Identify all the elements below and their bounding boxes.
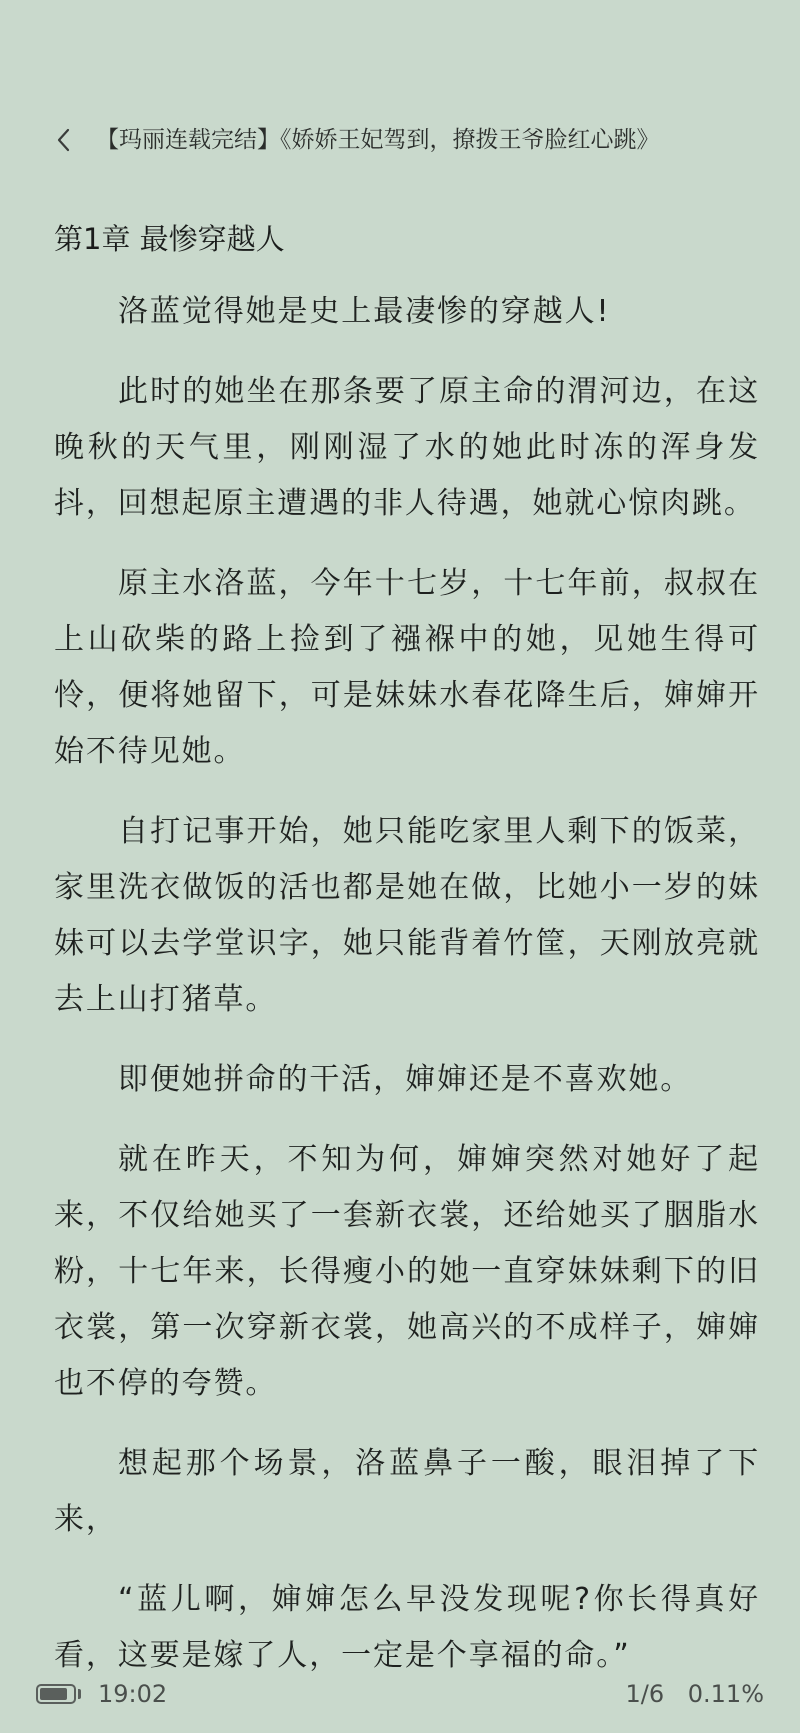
- reader-status-bar: [0, 1666, 800, 1722]
- paragraph: 洛蓝觉得她是史上最凄惨的穿越人!: [118, 294, 611, 329]
- reader-header: [0, 112, 800, 168]
- chapter-title: 第1章 最惨穿越人: [54, 222, 285, 256]
- paragraph: 原主水洛蓝，今年十七岁，十七年前，叔叔在上山砍柴的路上捡到了襁褓中的她，见她生得可怜，便将她留下，可是妹妹水春花降生后，婶婶开始不待见她。: [54, 566, 760, 769]
- book-title: 【玛丽连载完结】《娇娇王妃驾到，撩拨王爷脸红心跳》: [96, 127, 660, 153]
- paragraph: 想起那个场景，洛蓝鼻子一酸，眼泪掉了下来，: [54, 1446, 760, 1537]
- progress-percent: 0.11%: [687, 1680, 764, 1708]
- chapter-content[interactable]: [54, 284, 760, 1708]
- paragraph: 此时的她坐在那条要了原主命的渭河边，在这晚秋的天气里，刚刚湿了水的她此时冻的浑身发抖，回想起原主遭遇的非人待遇，她就心惊肉跳。: [54, 374, 760, 521]
- battery-icon: [36, 1684, 76, 1704]
- battery-level: [40, 1688, 67, 1700]
- paragraph: 即便她拼命的干活，婶婶还是不喜欢她。: [118, 1062, 693, 1097]
- paragraph: 自打记事开始，她只能吃家里人剩下的饭菜，家里洗衣做饭的活也都是她在做，比她小一岁的妹妹可以去学堂识字，她只能背着竹筐，天刚放亮就去上山打猪草。: [54, 814, 760, 1017]
- page-indicator: 1/6: [625, 1680, 665, 1708]
- paragraph: 就在昨天，不知为何，婶婶突然对她好了起来，不仅给她买了一套新衣裳，还给她买了胭脂水粉，十七年来，长得瘦小的她一直穿妹妹剩下的旧衣裳，第一次穿新衣裳，她高兴的不成样子，婶婶也不停的夸赞。: [54, 1142, 760, 1401]
- battery-tip: [78, 1689, 81, 1699]
- paragraph: “蓝儿啊，婶婶怎么早没发现呢?你长得真好看，这要是嫁了人，一定是个享福的命。”: [54, 1582, 760, 1673]
- chevron-left-icon: [54, 127, 74, 153]
- reading-progress: [625, 1666, 764, 1722]
- clock-time: 19:02: [98, 1680, 168, 1708]
- back-button[interactable]: [44, 120, 84, 160]
